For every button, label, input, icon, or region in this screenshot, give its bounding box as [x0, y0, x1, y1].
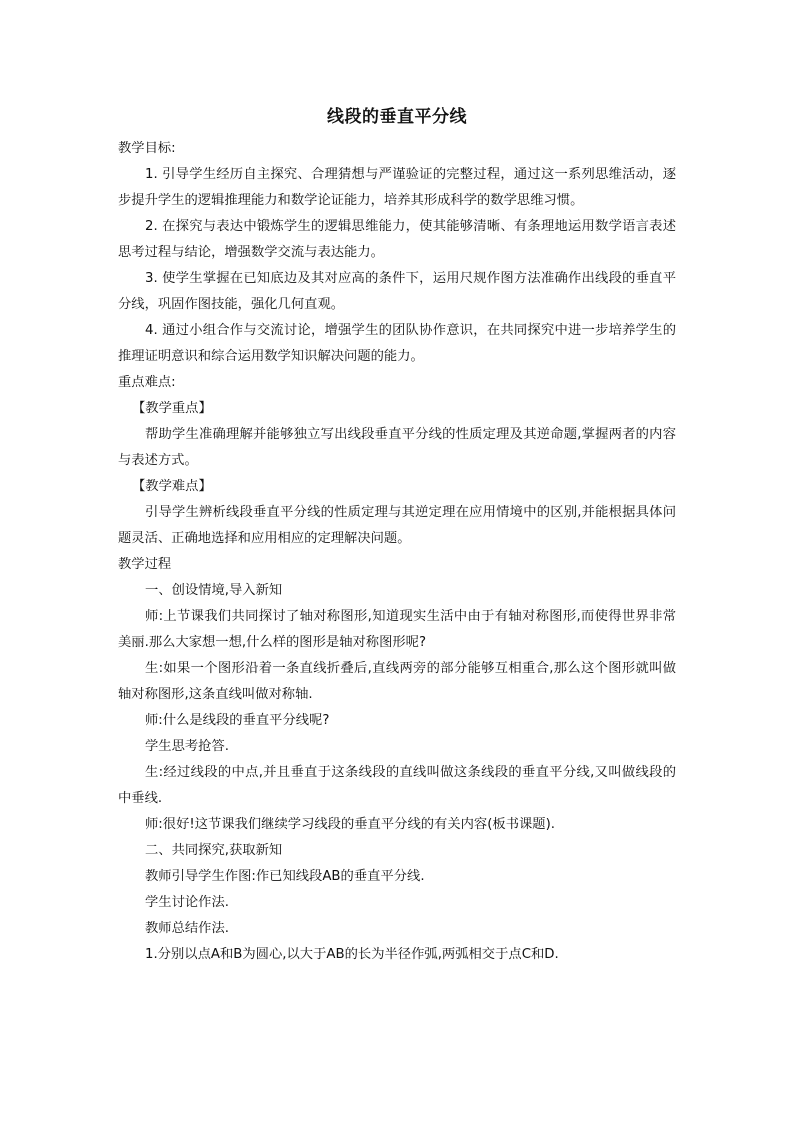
- process-paragraph: 教师引导学生作图:作已知线段AB的垂直平分线.: [145, 869, 425, 884]
- process-paragraph: 师:什么是线段的垂直平分线呢?: [145, 713, 330, 728]
- objective-item: 2. 在探究与表达中锻炼学生的逻辑思维能力，使其能够清晰、有条理地运用数学语言表述思考过程与结论，增强数学交流与表达能力。: [118, 219, 676, 260]
- process-paragraph: 学生思考抢答.: [145, 739, 230, 754]
- process-step: 1.分别以点A和B为圆心,以大于AB的长为半径作弧,两弧相交于点C和D.: [145, 947, 559, 962]
- difficulty-label: 【教学难点】: [132, 479, 212, 494]
- focus-text: 帮助学生准确理解并能够独立写出线段垂直平分线的性质定理及其逆命题,掌握两者的内容与表述方式。: [118, 427, 676, 468]
- process-paragraph: 师:很好!这节课我们继续学习线段的垂直平分线的有关内容(板书课题).: [145, 817, 556, 832]
- difficulty-text: 引导学生辨析线段垂直平分线的性质定理与其逆定理在应用情境中的区别,并能根据具体问题灵活、正确地选择和应用相应的定理解决问题。: [118, 505, 676, 546]
- process-subheading: 一、创设情境,导入新知: [145, 583, 283, 598]
- key-points-heading: 重点难点:: [118, 375, 176, 390]
- focus-label: 【教学重点】: [132, 401, 212, 416]
- objective-item: 3. 使学生掌握在已知底边及其对应高的条件下，运用尺规作图方法准确作出线段的垂直平分线，巩固作图技能，强化几何直观。: [118, 271, 676, 312]
- process-subheading: 二、共同探究,获取新知: [145, 843, 283, 858]
- document-page: [118, 104, 676, 968]
- process-heading: 教学过程: [118, 557, 172, 572]
- document-title: 线段的垂直平分线: [327, 107, 467, 127]
- objective-item: 4. 通过小组合作与交流讨论，增强学生的团队协作意识，在共同探究中进一步培养学生的推理证明意识和综合运用数学知识解决问题的能力。: [118, 323, 676, 364]
- objective-item: 1. 引导学生经历自主探究、合理猜想与严谨验证的完整过程，通过这一系列思维活动，逐步提升学生的逻辑推理能力和数学论证能力，培养其形成科学的数学思维习惯。: [118, 167, 676, 208]
- process-paragraph: 生:经过线段的中点,并且垂直于这条线段的直线叫做这条线段的垂直平分线,又叫做线段的中垂线.: [118, 765, 676, 806]
- process-paragraph: 教师总结作法.: [145, 921, 230, 936]
- process-paragraph: 生:如果一个图形沿着一条直线折叠后,直线两旁的部分能够互相重合,那么这个图形就叫做轴对称图形,这条直线叫做对称轴.: [118, 661, 676, 702]
- process-paragraph: 学生讨论作法.: [145, 895, 230, 910]
- process-paragraph: 师:上节课我们共同探讨了轴对称图形,知道现实生活中由于有轴对称图形,而使得世界非常美丽.那么大家想一想,什么样的图形是轴对称图形呢?: [118, 609, 676, 650]
- objectives-heading: 教学目标:: [118, 141, 176, 156]
